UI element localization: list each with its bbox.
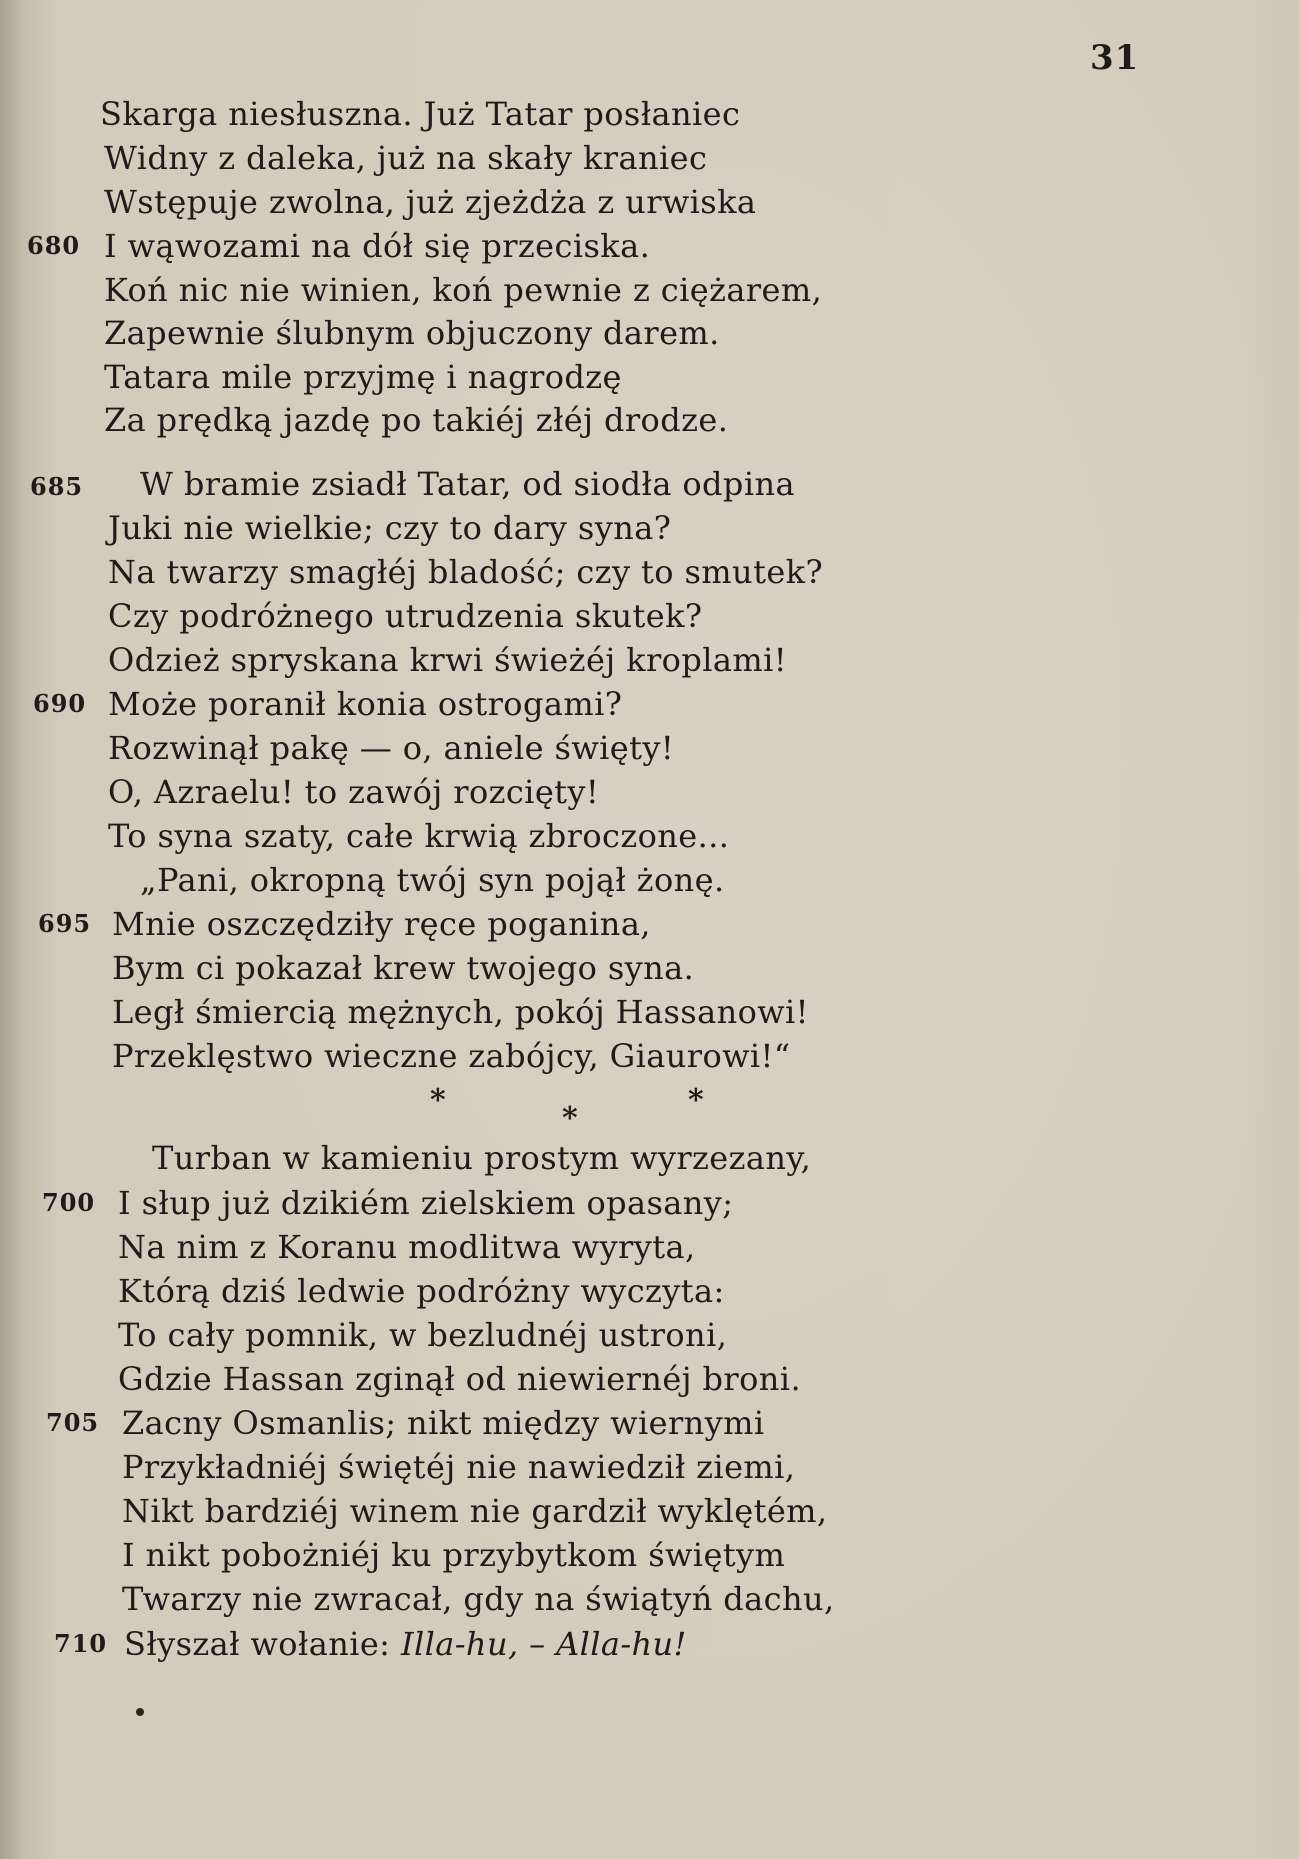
verse-line: To cały pomnik, w bezludnéj ustroni, xyxy=(118,1316,728,1354)
verse-line: Rozwinął pakę — o, aniele święty! xyxy=(108,729,675,767)
verse-line: Gdzie Hassan zginął od niewiernéj broni. xyxy=(118,1360,802,1398)
verse-line: I wąwozami na dół się przeciska. xyxy=(104,227,651,265)
verse-line: O, Azraelu! to zawój rozcięty! xyxy=(108,773,600,811)
verse-line: Mnie oszczędziły ręce poganina, xyxy=(112,905,651,943)
verse-line: Na twarzy smagłéj bladość; czy to smutek? xyxy=(108,553,824,591)
verse-line: I słup już dzikiém zielskiem opasany; xyxy=(118,1184,734,1222)
verse-line-italic: Illa-hu, – Alla-hu! xyxy=(400,1625,687,1663)
verse-line: Tatara mile przyjmę i nagrodzę xyxy=(104,358,622,396)
verse-line: Za prędką jazdę po takiéj złéj drodze. xyxy=(104,401,729,439)
verse-line: Widny z daleka, już na skały kraniec xyxy=(104,139,708,177)
separator-star: * xyxy=(430,1083,446,1118)
verse-line: Juki nie wielkie; czy to dary syna? xyxy=(108,509,672,547)
verse-line: Czy podróżnego utrudzenia skutek? xyxy=(108,597,703,635)
verse-line: W bramie zsiadł Tatar, od siodła odpina xyxy=(140,465,795,503)
verse-line: Twarzy nie zwracał, gdy na świątyń dachu, xyxy=(122,1580,835,1618)
verse-line: Legł śmiercią mężnych, pokój Hassanowi! xyxy=(112,993,809,1031)
verse-line: Koń nic nie winien, koń pewnie z ciężarem, xyxy=(104,271,823,309)
verse-line: Przykładniéj świętéj nie nawiedził ziemi, xyxy=(122,1448,796,1486)
separator-star: * xyxy=(688,1083,704,1118)
verse-line: „Pani, okropną twój syn pojął żonę. xyxy=(140,861,725,899)
verse-line: Zapewnie ślubnym objuczony darem. xyxy=(104,314,720,352)
verse-line: Którą dziś ledwie podróżny wyczyta: xyxy=(118,1272,725,1310)
verse-line: Nikt bardziéj winem nie gardził wyklętém, xyxy=(122,1492,828,1530)
verse-line: Odzież spryskana krwi świeżéj kroplami! xyxy=(108,641,787,679)
verse-line-prefix: Słyszał wołanie: xyxy=(124,1625,401,1663)
verse-line: To syna szaty, całe krwią zbroczone... xyxy=(108,817,730,855)
verse-line: Wstępuje zwolna, już zjeżdża z urwiska xyxy=(104,183,757,221)
line-number-695: 695 xyxy=(38,909,92,938)
line-number-690: 690 xyxy=(33,689,87,718)
verse-line: Turban w kamieniu prostym wyrzezany, xyxy=(152,1139,812,1177)
line-number-705: 705 xyxy=(46,1408,100,1437)
line-number-680: 680 xyxy=(27,231,81,260)
verse-line: Na nim z Koranu modlitwa wyryta, xyxy=(118,1228,696,1266)
verse-line: I nikt pobożniéj ku przybytkom świętym xyxy=(122,1536,786,1574)
verse-line: Bym ci pokazał krew twojego syna. xyxy=(112,949,695,987)
verse-line: Może poranił konia ostrogami? xyxy=(108,685,623,723)
line-number-700: 700 xyxy=(42,1188,96,1217)
verse-line: Skarga niesłuszna. Już Tatar posłaniec xyxy=(100,95,741,133)
line-number-685: 685 xyxy=(30,472,84,501)
verse-line: Przeklęstwo wieczne zabójcy, Giaurowi!“ xyxy=(112,1037,791,1075)
verse-line-last xyxy=(124,1622,687,1666)
line-number-710: 710 xyxy=(54,1629,108,1658)
verse-line: Zacny Osmanlis; nikt między wiernymi xyxy=(122,1404,765,1442)
ink-speck xyxy=(136,1708,144,1716)
separator-star: * xyxy=(562,1101,578,1136)
page-number: 31 xyxy=(1090,38,1140,78)
